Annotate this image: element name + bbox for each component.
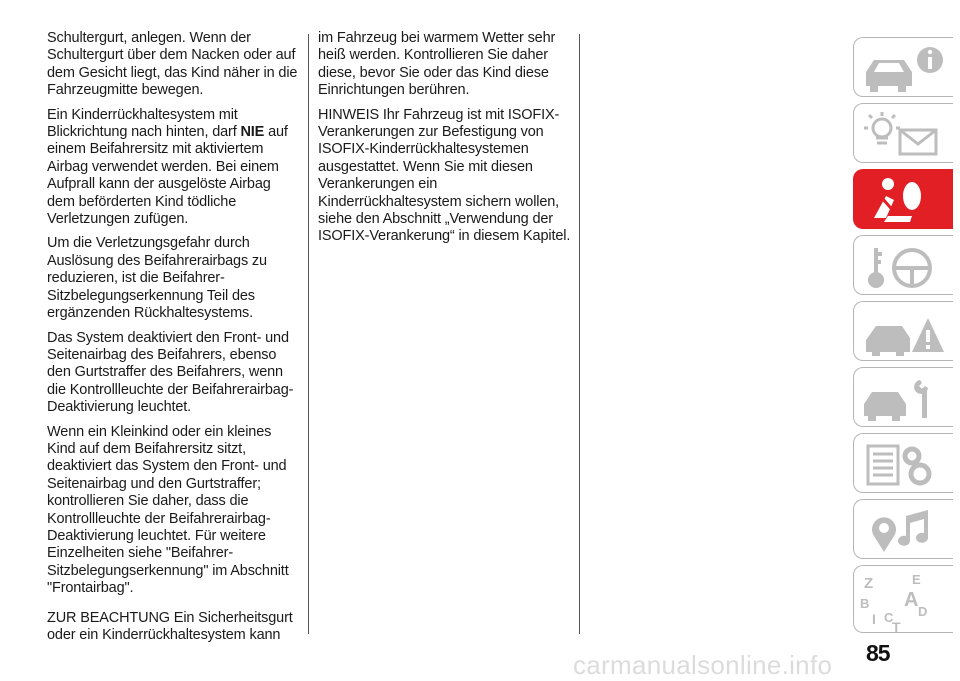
text-column-left xyxy=(47,30,299,651)
watermark: carmanualsonline.info xyxy=(573,650,833,680)
column-divider xyxy=(308,34,309,634)
paragraph: Um die Verletzungsgefahr durch Auslösung des Beifahrerairbags zu reduzieren, ist die Beifahrer-Sitzbelegungserkennung Teil des ergänzenden Rückhaltesystems. xyxy=(47,235,267,322)
emphasis-text: NIE xyxy=(240,124,265,141)
tab-emergency[interactable] xyxy=(853,301,953,361)
paragraph: Schultergurt, anlegen. Wenn der Schultergurt über dem Nacken oder auf dem Gesicht liegt, das Kind näher in die Fahrzeugmitte bewegen. xyxy=(47,30,298,99)
index-letter: C xyxy=(884,610,894,625)
index-letter: D xyxy=(918,604,928,619)
car-maintenance-icon xyxy=(860,372,950,424)
tab-maintenance[interactable] xyxy=(853,367,953,427)
paragraph: ZUR BEACHTUNG Ein Sicherheitsgurt oder ein Kinderrückhaltesystem kann xyxy=(47,609,293,643)
tab-index[interactable] xyxy=(853,565,953,633)
index-letter: T xyxy=(892,619,901,634)
text-column-right xyxy=(318,30,572,253)
index-letter: B xyxy=(860,596,870,611)
paragraph xyxy=(47,107,299,229)
car-emergency-icon xyxy=(860,306,950,358)
tab-technical-data[interactable] xyxy=(853,433,953,493)
warning-lights-icon xyxy=(860,108,950,160)
index-letter: I xyxy=(872,611,876,627)
paragraph: Wenn ein Kleinkind oder ein kleines Kind auf dem Beifahrersitz sitzt, deaktiviert das System den Front- und Seitenairbag und den Gurtstraffer; kontrollieren Sie daher, dass die Kontrollleuchte der Beifahrerairbag-Deaktivierung leuchtet. Für weitere Einzelheiten siehe "Beifahrer-Sitzbelegungserkennung" im Abschnitt "Frontairbag". xyxy=(47,423,289,597)
tab-multimedia[interactable] xyxy=(853,499,953,559)
index-letter: Z xyxy=(864,575,874,592)
paragraph-text: auf einem Beifahrersitz mit aktiviertem Airbag verwendet werden. Bei einem Aufprall kann der ausgelöste Airbag dem beförderten Kind tödliche Verletzungen zufügen. xyxy=(47,124,288,228)
column-divider xyxy=(579,34,580,634)
key-steering-wheel-icon xyxy=(860,240,950,292)
paragraph: Das System deaktiviert den Front- und Seitenairbag des Beifahrers, ebenso den Gurtstraffer des Beifahrers, wenn die Kontrollleuchte der Beifahrerairbag-Deaktivierung leuchtet. xyxy=(47,329,294,416)
index-letter: A xyxy=(904,589,919,611)
tab-start-driving[interactable] xyxy=(853,235,953,295)
index-letter: E xyxy=(912,572,921,587)
paragraph-text: Ein Kinderrückhaltesystem mit Blickrichtung nach hinten, darf xyxy=(47,106,241,141)
airbag-seat-icon xyxy=(860,174,950,226)
paragraph: HINWEIS Ihr Fahrzeug ist mit ISOFIX-Verankerungen zur Befestigung von ISOFIX-Kinderrückhaltesystemen ausgestattet. Wenn Sie mit diesen Verankerungen ein Kinderrückhaltesystem sichern wollen, siehe den Abschnitt „Verwendung der ISOFIX-Verankerung“ in diesem Kapitel. xyxy=(318,106,571,245)
technical-data-icon xyxy=(860,438,950,490)
multimedia-icon xyxy=(860,504,950,556)
alphabetical-index-icon xyxy=(860,570,950,633)
tab-car-info[interactable] xyxy=(853,37,953,97)
page-number: 85 xyxy=(866,640,890,666)
car-info-icon xyxy=(860,42,950,94)
tab-safety[interactable] xyxy=(853,169,953,229)
tab-warning-lights[interactable] xyxy=(853,103,953,163)
paragraph: im Fahrzeug bei warmem Wetter sehr heiß werden. Kontrollieren Sie daher diese, bevor Sie oder das Kind diese Einrichtungen berühren. xyxy=(318,30,556,99)
